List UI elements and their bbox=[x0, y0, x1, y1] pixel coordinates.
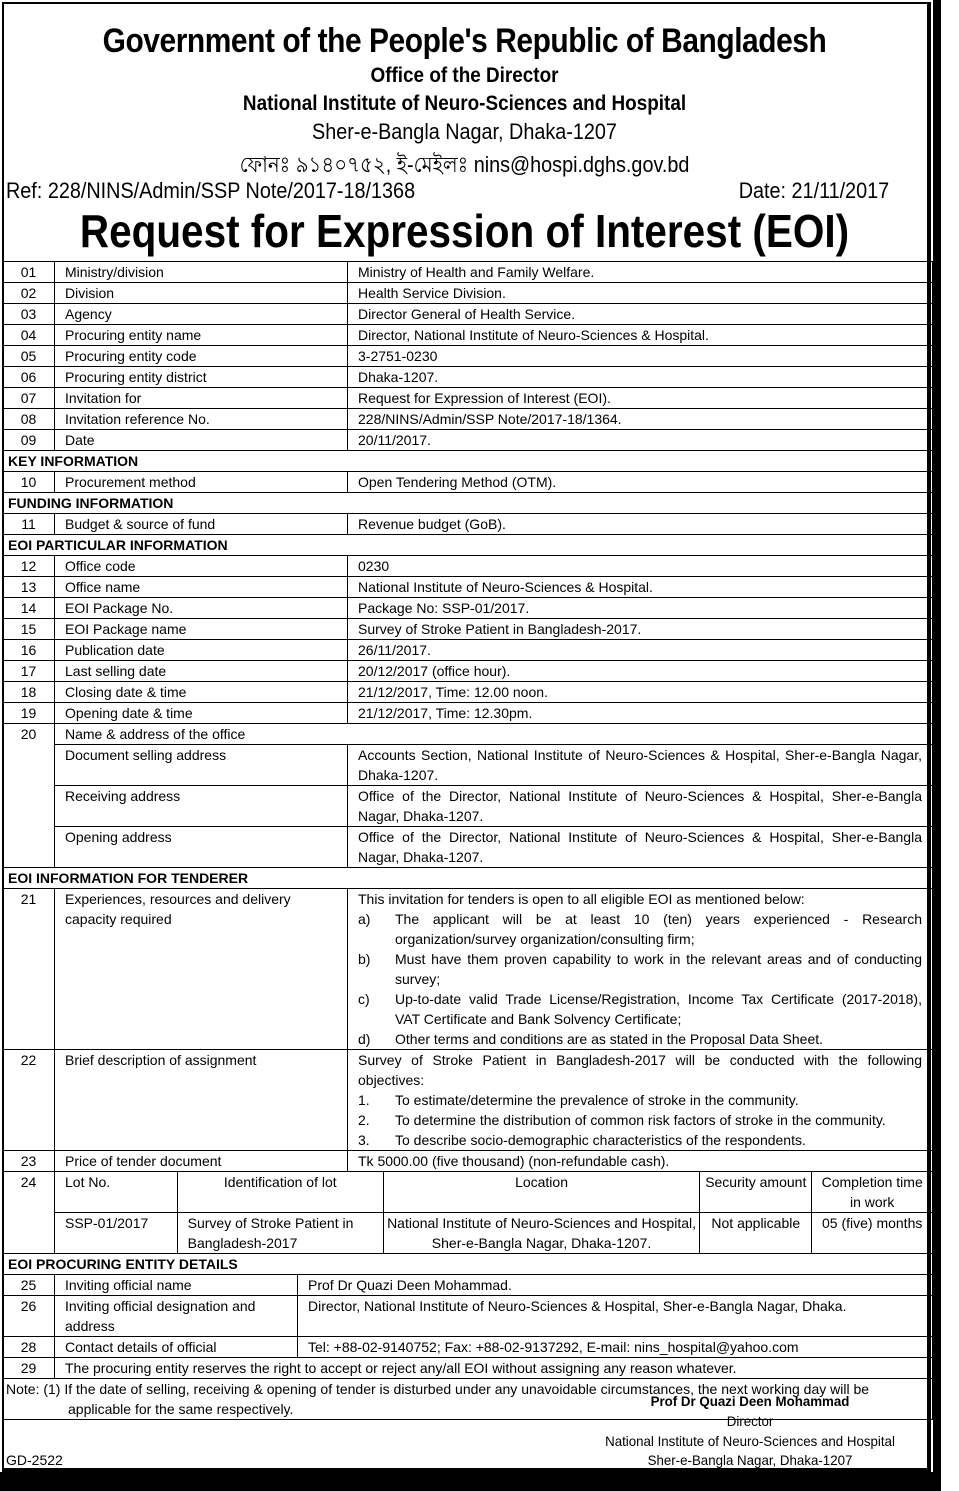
signatory-address: Sher-e-Bangla Nagar, Dhaka-1207 bbox=[647, 1452, 853, 1468]
lot-row: SSP-01/2017 Survey of Stroke Patient in Bangladesh-2017 National Institute of Neuro-Sciences and Hospital, Sher-e-Bangla Nagar, Dhaka-1207. Not applicable 05 (five) months bbox=[55, 1213, 932, 1254]
lot-table bbox=[55, 1172, 932, 1253]
list-item: 2. To determine the distribution of common risk factors of stroke in the community. bbox=[358, 1112, 886, 1128]
table-row: Opening address Office of the Director, National Institute of Neuro-Sciences & Hospital, Sher-e-Bangla Nagar, Dhaka-1207. bbox=[3, 827, 933, 868]
table-row: 17 Last selling date 20/12/2017 (office hour). bbox=[3, 661, 933, 682]
table-row: 15 EOI Package name Survey of Stroke Patient in Bangladesh-2017. bbox=[3, 619, 933, 640]
table-row: 05 Procuring entity code 3-2751-0230 bbox=[3, 346, 933, 367]
assignment-intro: Survey of Stroke Patient in Bangladesh-2017 will be conducted with the following objectives: bbox=[358, 1052, 922, 1088]
table-row: 23 Price of tender document Tk 5000.00 (five thousand) (non-refundable cash). bbox=[3, 1151, 933, 1172]
section-heading: FUNDING INFORMATION bbox=[3, 493, 933, 514]
table-row: 22 Brief description of assignment Survey of Stroke Patient in Bangladesh-2017 will be conducted with the following objectives: 1. To estimate/determine the prevalence of stroke in the community. 2. To determine the distribution of common risk factors of stroke in the community. 3. To describe socio-demographic characteristics of the respondents. bbox=[3, 1050, 933, 1151]
lot-header: Location bbox=[383, 1172, 699, 1213]
signatory-institute: National Institute of Neuro-Sciences and Hospital bbox=[605, 1433, 895, 1449]
institute-address: Sher-e-Bangla Nagar, Dhaka-1207 bbox=[312, 119, 617, 144]
table-row: 29 The procuring entity reserves the right to accept or reject any/all EOI without assigning any reason whatever. bbox=[3, 1358, 933, 1379]
table-row: 20 Name & address of the office bbox=[3, 724, 933, 745]
table-row: 09 Date 20/11/2017. bbox=[3, 430, 933, 451]
list-item: b) Must have them proven capability to work in the relevant areas and of conducting survey; bbox=[358, 951, 922, 987]
table-row: 19 Opening date & time 21/12/2017, Time: 12.30pm. bbox=[3, 703, 933, 724]
table-row: 28 Contact details of official Tel: +88-02-9140752; Fax: +88-02-9137292, E-mail: nins_hospital@yahoo.com bbox=[3, 1337, 933, 1358]
list-item: c) Up-to-date valid Trade License/Registration, Income Tax Certificate (2017-2018), VAT Certificate and Bank Solvency Certificate; bbox=[358, 991, 922, 1027]
section-heading: EOI PARTICULAR INFORMATION bbox=[3, 535, 933, 556]
list-item: a) The applicant will be at least 10 (ten) years experienced - Research organization/survey organization/consulting firm; bbox=[358, 911, 922, 947]
table-row: 13 Office name National Institute of Neuro-Sciences & Hospital. bbox=[3, 577, 933, 598]
table-row: 26 Inviting official designation and address Director, National Institute of Neuro-Sciences & Hospital, Sher-e-Bangla Nagar, Dhaka. bbox=[3, 1296, 933, 1337]
government-title: Government of the People's Republic of Bangladesh bbox=[102, 22, 827, 60]
lot-header-row bbox=[55, 1172, 932, 1213]
contact-line: ফোনঃ ৯১৪০৭৫২, ই-মেইলঃ nins@hospi.dghs.gov.bd bbox=[239, 152, 690, 177]
table-row: 16 Publication date 26/11/2017. bbox=[3, 640, 933, 661]
notice-date: Date: 21/11/2017 bbox=[738, 178, 889, 203]
list-item: 1. To estimate/determine the prevalence of stroke in the community. bbox=[358, 1092, 799, 1108]
signatory-name: Prof Dr Quazi Deen Mohammad bbox=[650, 1393, 850, 1409]
table-row: 25 Inviting official name Prof Dr Quazi Deen Mohammad. bbox=[3, 1275, 933, 1296]
table-row: 10 Procurement method Open Tendering Method (OTM). bbox=[3, 472, 933, 493]
lot-header: Lot No. bbox=[55, 1172, 177, 1213]
section-heading: EOI INFORMATION FOR TENDERER bbox=[3, 868, 933, 889]
table-row: 21 Experiences, resources and delivery capacity required This invitation for tenders is open to all eligible EOI as mentioned below: a) The applicant will be at least 10 (ten) years experienced - Research organization/survey organization/consulting firm; b) Must have them proven capability to work in the relevant areas and of conducting survey; c) Up-to-date valid Trade License/Registration, Income Tax Certificate (2017-2018), VAT Certificate and Bank Solvency Certificate; d) Other terms and conditions are as stated in the Proposal Data Sheet. bbox=[3, 889, 933, 1050]
table-row: 07 Invitation for Request for Expression of Interest (EOI). bbox=[3, 388, 933, 409]
table-row: Receiving address Office of the Director, National Institute of Neuro-Sciences & Hospital, Sher-e-Bangla Nagar, Dhaka-1207. bbox=[3, 786, 933, 827]
table-row: 03 Agency Director General of Health Service. bbox=[3, 304, 933, 325]
note-text-continued: applicable for the same respectively. bbox=[68, 1401, 294, 1417]
scan-edge-right bbox=[933, 0, 941, 1480]
section-heading: KEY INFORMATION bbox=[3, 451, 933, 472]
lot-header: Completion time in work bbox=[812, 1172, 932, 1213]
section-heading-row bbox=[3, 1254, 933, 1275]
table-row: 01 Ministry/division Ministry of Health and Family Welfare. bbox=[3, 262, 933, 283]
table-row: 14 EOI Package No. Package No: SSP-01/2017. bbox=[3, 598, 933, 619]
list-item: 3. To describe socio-demographic characteristics of the respondents. bbox=[358, 1132, 806, 1148]
section-heading-row bbox=[3, 451, 933, 472]
table-row: Document selling address Accounts Section, National Institute of Neuro-Sciences & Hospital, Sher-e-Bangla Nagar, Dhaka-1207. bbox=[3, 745, 933, 786]
table-row: 08 Invitation reference No. 228/NINS/Admin/SSP Note/2017-18/1364. bbox=[3, 409, 933, 430]
section-heading-row bbox=[3, 868, 933, 889]
note-text: Note: (1) If the date of selling, receiving & opening of tender is disturbed under any unavoidable circumstances, the next working day will be bbox=[6, 1381, 870, 1397]
table-row: 12 Office code 0230 bbox=[3, 556, 933, 577]
table-row: 04 Procuring entity name Director, National Institute of Neuro-Sciences & Hospital. bbox=[3, 325, 933, 346]
gd-code: GD-2522 bbox=[6, 1452, 63, 1468]
section-heading-row bbox=[3, 493, 933, 514]
lot-header: Security amount bbox=[700, 1172, 812, 1213]
signatory-designation: Director bbox=[726, 1413, 774, 1429]
page-title: Request for Expression of Interest (EOI) bbox=[79, 205, 850, 257]
table-row: 11 Budget & source of fund Revenue budget (GoB). bbox=[3, 514, 933, 535]
reference-number: Ref: 228/NINS/Admin/SSP Note/2017-18/1368 bbox=[6, 178, 416, 203]
list-item: d) Other terms and conditions are as stated in the Proposal Data Sheet. bbox=[358, 1031, 824, 1047]
section-heading-row bbox=[3, 535, 933, 556]
table-row: 24 Lot No. Identification of lot Location Security amount Completion time in work SSP-01/2017 Survey of Stroke Patient in Bangladesh-2017 National Institute of Neuro-Sciences and Hospital, Sher-e-Bangla Nagar, Dhaka-1207. Not applicable 05 (five) months bbox=[3, 1172, 933, 1254]
institute-title: National Institute of Neuro-Sciences and Hospital bbox=[242, 92, 687, 115]
table-row: 02 Division Health Service Division. bbox=[3, 283, 933, 304]
table-row: 06 Procuring entity district Dhaka-1207. bbox=[3, 367, 933, 388]
requirements-intro: This invitation for tenders is open to all eligible EOI as mentioned below: bbox=[358, 891, 805, 907]
eoi-table bbox=[2, 261, 933, 1420]
table-row: 18 Closing date & time 21/12/2017, Time: 12.00 noon. bbox=[3, 682, 933, 703]
lot-header: Identification of lot bbox=[177, 1172, 383, 1213]
scan-edge-bottom bbox=[0, 1472, 941, 1491]
office-title: Office of the Director bbox=[370, 64, 559, 87]
section-heading: EOI PROCURING ENTITY DETAILS bbox=[3, 1254, 933, 1275]
